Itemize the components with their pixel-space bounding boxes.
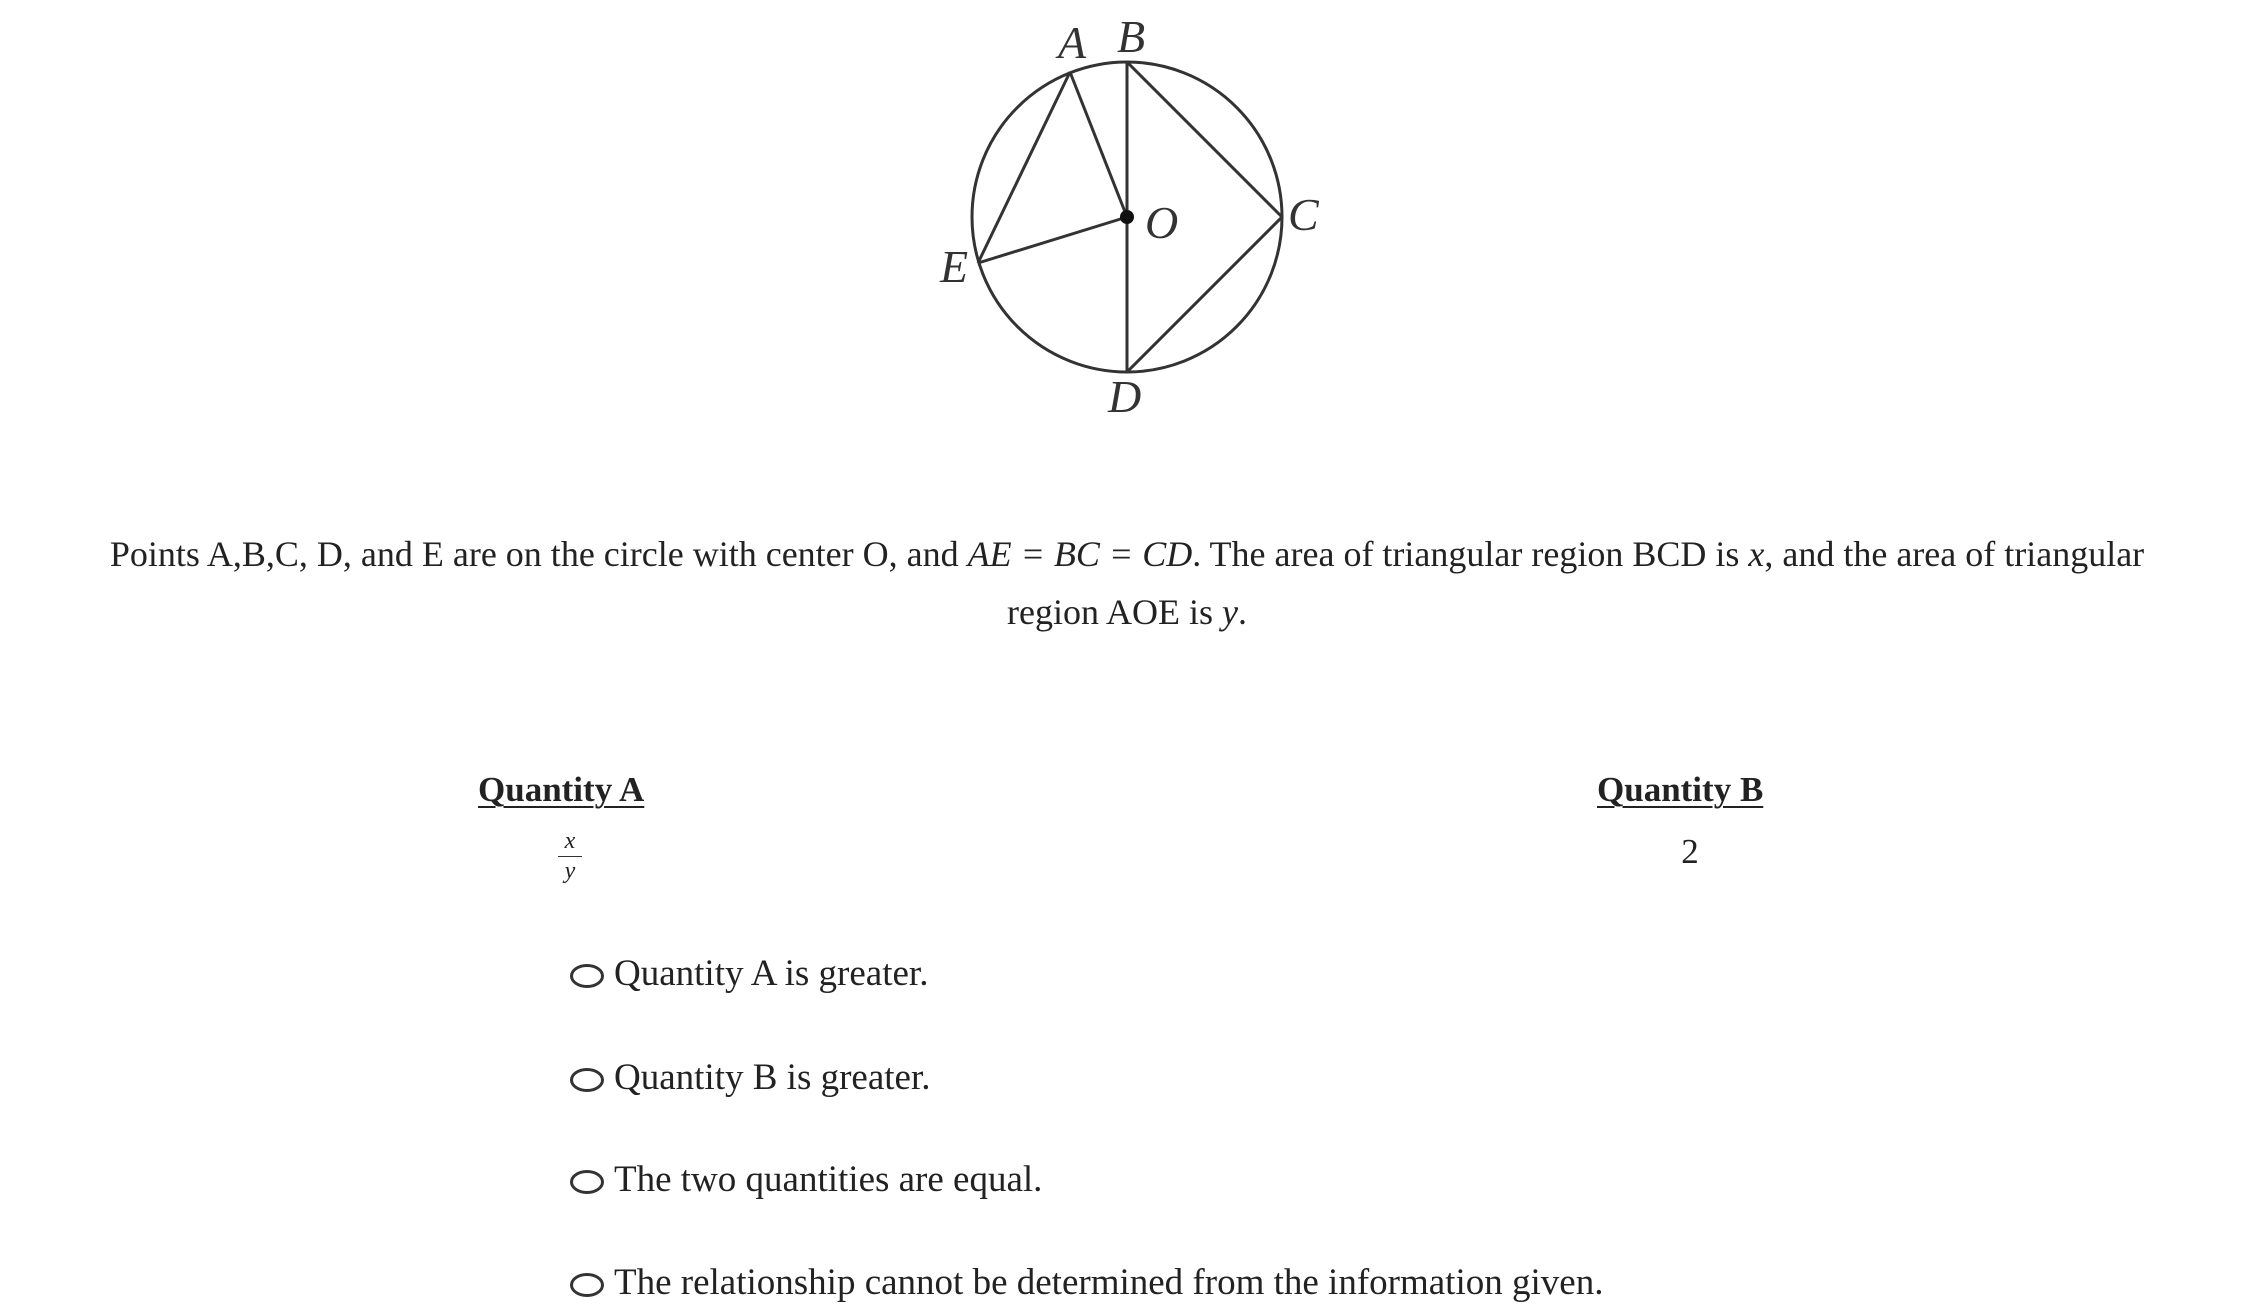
question-stem	[80, 525, 2174, 641]
label-D: D	[1108, 371, 1142, 422]
label-A: A	[1058, 17, 1087, 68]
circle-geometry-figure	[0, 0, 2254, 440]
stem-text-2: . The area of triangular region BCD is	[1192, 534, 1749, 574]
stem-math-y: y	[1222, 592, 1238, 632]
label-O: O	[1145, 197, 1179, 248]
answer-choice-a-greater[interactable]	[570, 950, 928, 996]
quantity-a-denominator: y	[564, 858, 576, 884]
label-E: E	[940, 241, 969, 292]
label-C: C	[1288, 189, 1319, 240]
radio-button-a-greater[interactable]	[570, 964, 604, 988]
answer-choice-equal[interactable]	[570, 1156, 1042, 1202]
center-point-O	[1120, 210, 1134, 224]
choice-label-equal: The two quantities are equal.	[614, 1158, 1043, 1200]
answer-choice-b-greater[interactable]	[570, 1054, 931, 1100]
segment-EO	[978, 217, 1127, 263]
choice-label-b-greater: Quantity B is greater.	[614, 1056, 931, 1098]
label-B: B	[1117, 11, 1146, 62]
quantity-b-heading: Quantity B	[1597, 770, 1764, 809]
radio-button-equal[interactable]	[570, 1170, 604, 1194]
segment-AO	[1070, 72, 1127, 217]
stem-math-equality: AE = BC = CD	[967, 534, 1193, 574]
stem-math-x: x	[1748, 534, 1765, 574]
radio-button-cannot-determine[interactable]	[570, 1273, 604, 1297]
choice-label-cannot-determine: The relationship cannot be determined from the information given.	[614, 1261, 1604, 1303]
stem-text-1: Points A,B,C, D, and E are on the circle with center O, and	[109, 534, 968, 574]
answer-choice-cannot-determine[interactable]	[570, 1259, 1603, 1305]
quantity-a-heading: Quantity A	[478, 770, 645, 809]
segment-BC	[1127, 62, 1282, 217]
radio-button-b-greater[interactable]	[570, 1068, 604, 1092]
quantity-b-value: 2	[1681, 832, 1699, 871]
quantity-a-fraction	[550, 827, 590, 885]
stem-text-4: .	[1237, 592, 1247, 632]
quantity-a-numerator: x	[558, 827, 582, 857]
stem-text-3: , and the area of triangular region AOE is	[1007, 534, 2145, 632]
choice-label-a-greater: Quantity A is greater.	[614, 952, 929, 994]
